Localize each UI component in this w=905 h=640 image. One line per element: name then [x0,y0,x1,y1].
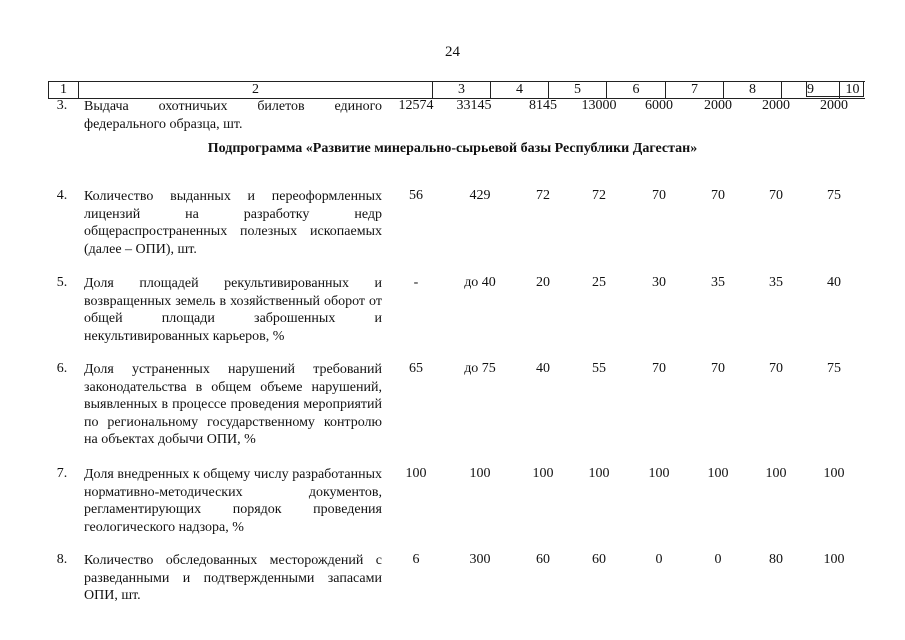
row-value: 60 [592,552,606,567]
row-value: 70 [769,361,783,376]
header-cell: 2 [79,82,433,98]
row-value: 70 [711,361,725,376]
row-value: 70 [652,361,666,376]
row-value: 72 [536,188,550,203]
row-value: 20 [536,275,550,290]
row-value: 40 [536,361,550,376]
row-value: 0 [655,552,663,567]
row-value: 100 [405,466,427,481]
row-description: Выдача охотничьих билетов единого федерального образца, шт. [84,99,382,132]
row-value: 65 [409,361,423,376]
row-number: 3. [56,98,68,113]
row-value: 100 [823,552,845,567]
row-value: 80 [769,552,783,567]
page-number: 24 [445,44,460,60]
row-value: 70 [711,188,725,203]
row-description: Доля площадей рекультивированных и возвращенных земель в хозяйственный оборот от общей площади заброшенных и некультивированных карьеров, % [84,276,382,344]
header-cell-10-box [806,81,864,97]
row-value: 8145 [529,98,557,113]
header-cell: 10 [845,82,860,97]
row-number: 5. [56,275,68,290]
row-value: 40 [827,275,841,290]
row-description: Доля устраненных нарушений требований законодательства в общем объеме нарушений, выявленных в процессе проведения мероприятий по региональному государственному контролю на объектах добычи ОПИ, % [84,362,382,447]
row-value: 429 [469,188,491,203]
row-value: 35 [711,275,725,290]
header-cell: 6 [607,82,666,98]
row-value: до 75 [464,361,496,376]
row-value: 100 [823,466,845,481]
table-header-row [48,81,865,99]
row-value: 2000 [820,98,848,113]
row-value: 35 [769,275,783,290]
row-value: до 40 [464,275,496,290]
header-cell: 5 [549,82,607,98]
row-value: 70 [652,188,666,203]
row-number: 8. [56,552,68,567]
header-cell: 1 [49,82,79,98]
row-value: 100 [765,466,787,481]
header-cell: 8 [724,82,782,98]
header-cell: 3 [433,82,491,98]
row-value: 2000 [762,98,790,113]
row-value: 2000 [704,98,732,113]
row-number: 4. [56,188,68,203]
row-value: 60 [536,552,550,567]
header-cell: 4 [491,82,549,98]
row-description: Доля внедренных к общему числу разработанных нормативно-методических документов, регламентирующих порядок проведения геологического надзора, % [84,467,382,535]
subprogram-title: Подпрограмма «Развитие минерально-сырьевой базы Республики Дагестан» [207,141,698,156]
header-cell: 9 [782,82,840,98]
row-value: - [413,275,419,290]
row-value: 6 [412,552,420,567]
row-value: 100 [532,466,554,481]
row-value: 13000 [581,98,617,113]
row-value: 100 [469,466,491,481]
row-value: 33145 [456,98,492,113]
row-number: 7. [56,466,68,481]
row-value: 30 [652,275,666,290]
row-value: 70 [769,188,783,203]
row-value: 56 [409,188,423,203]
row-value: 12574 [398,98,434,113]
row-value: 55 [592,361,606,376]
row-value: 6000 [645,98,673,113]
row-value: 300 [469,552,491,567]
row-value: 75 [827,188,841,203]
row-value: 100 [648,466,670,481]
header-cell: 7 [666,82,724,98]
row-value: 25 [592,275,606,290]
row-description: Количество выданных и переоформленных лицензий на разработку недр общераспространенных полезных ископаемых (далее – ОПИ), шт. [84,189,382,257]
row-description: Количество обследованных месторождений с разведанными и подтвержденными запасами ОПИ, шт. [84,553,382,603]
row-value: 75 [827,361,841,376]
row-value: 100 [588,466,610,481]
row-number: 6. [56,361,68,376]
row-value: 72 [592,188,606,203]
row-value: 0 [714,552,722,567]
row-value: 100 [707,466,729,481]
